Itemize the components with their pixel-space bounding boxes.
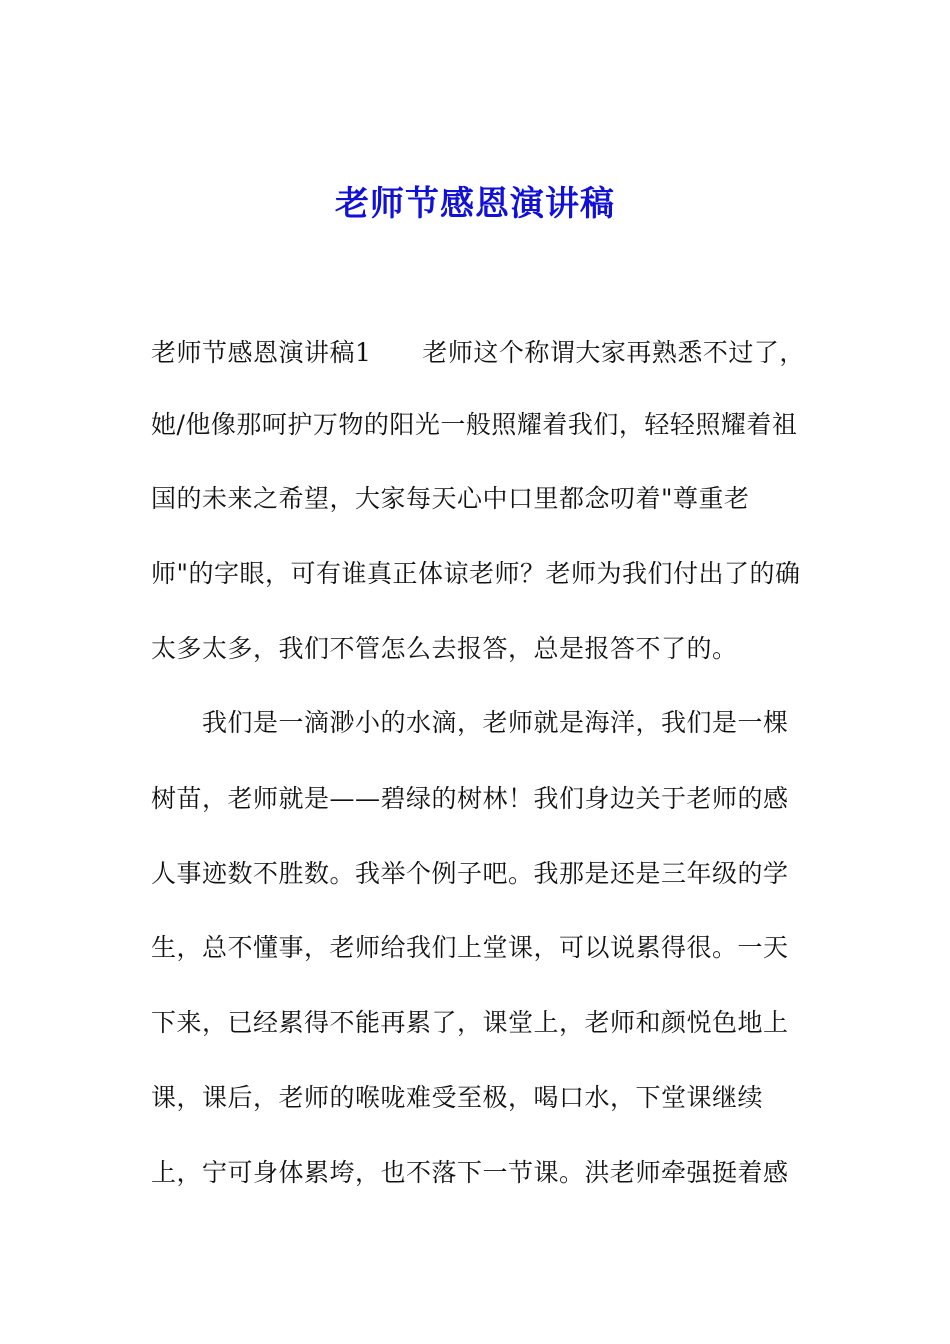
body-line: 国的未来之希望，大家每天心中口里都念叨着"尊重老 <box>151 484 750 513</box>
body-line: 上，宁可身体累垮，也不落下一节课。洪老师牵强挺着感 <box>151 1158 789 1187</box>
body-line: 树苗，老师就是——碧绿的树林！我们身边关于老师的感 <box>151 784 789 813</box>
body-line: 师"的字眼，可有谁真正体谅老师？老师为我们付出了的确 <box>151 559 801 588</box>
body-line: 老师节感恩演讲稿1 老师这个称谓大家再熟悉不过了， <box>151 338 805 367</box>
body-line: 课，课后，老师的喉咙难受至极，喝口水，下堂课继续 <box>151 1083 764 1112</box>
body-line: 太多太多，我们不管怎么去报答，总是报答不了的。 <box>151 634 738 663</box>
body-line: 我们是一滴渺小的水滴，老师就是海洋，我们是一棵 <box>202 708 789 737</box>
body-line: 她/他像那呵护万物的阳光一般照耀着我们，轻轻照耀着祖 <box>151 410 798 439</box>
body-line: 下来，已经累得不能再累了，课堂上，老师和颜悦色地上 <box>151 1008 789 1037</box>
body-line: 人事迹数不胜数。我举个例子吧。我那是还是三年级的学 <box>151 859 789 888</box>
body-line: 生，总不懂事，老师给我们上堂课，可以说累得很。一天 <box>151 933 789 962</box>
document-title: 老师节感恩演讲稿 <box>335 184 615 224</box>
